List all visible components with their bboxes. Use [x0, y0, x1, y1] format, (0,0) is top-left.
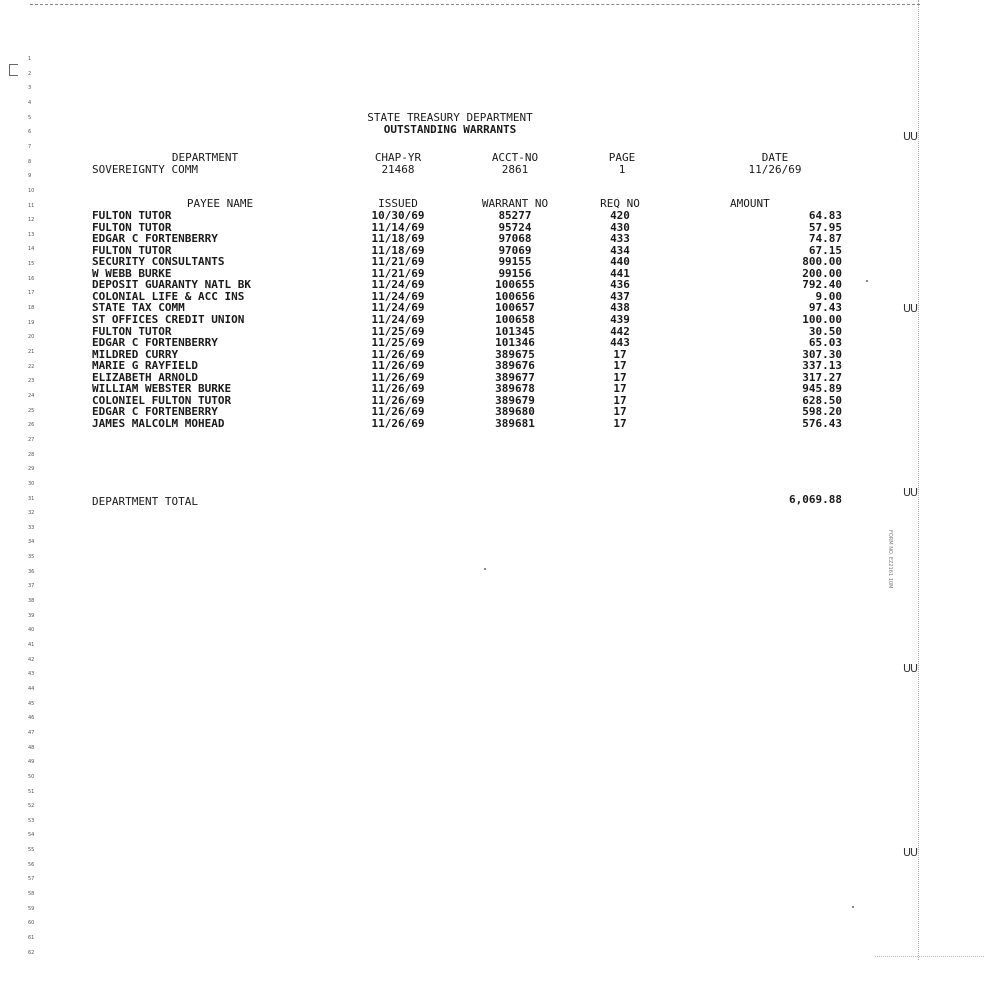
cell-payee-name: FULTON TUTOR [92, 209, 172, 222]
line-number: 29 [28, 466, 35, 473]
line-number: 59 [28, 905, 35, 912]
cell-issued-date: 11/26/69 [371, 405, 425, 419]
cell-req-no: 441 [610, 266, 630, 280]
line-number: 21 [28, 349, 35, 355]
line-number: 58 [28, 891, 35, 898]
cell-payee-name: ST OFFICES CREDIT UNION [92, 312, 245, 326]
cell-warrant-no: 97069 [498, 243, 532, 257]
cell-warrant-no: 99156 [498, 266, 532, 280]
cell-req-no: 443 [610, 336, 630, 350]
report-subtitle: OUTSTANDING WARRANTS [383, 123, 517, 136]
cell-issued-date: 11/26/69 [371, 416, 425, 430]
cell-payee-name: FULTON TUTOR [92, 243, 172, 257]
cell-req-no: 433 [610, 232, 630, 246]
cell-payee-name: JAMES MALCOLM MOHEAD [92, 416, 225, 430]
line-number: 31 [28, 495, 35, 502]
cell-issued-date: 11/18/69 [371, 232, 425, 246]
line-number: 43 [28, 671, 35, 678]
perforation-bottom [875, 956, 984, 957]
line-number: 1 [28, 56, 32, 62]
line-number: 19 [28, 319, 35, 326]
cell-amount: 67.15 [808, 243, 842, 257]
header-value-page: 1 [618, 163, 626, 176]
cell-req-no: 440 [610, 255, 630, 269]
line-number: 44 [28, 685, 35, 692]
line-number: 40 [28, 627, 35, 634]
column-header-payee: PAYEE NAME [186, 197, 254, 210]
cell-payee-name: WILLIAM WEBSTER BURKE [92, 382, 232, 396]
cell-amount: 800.00 [802, 255, 842, 269]
line-number: 35 [28, 554, 35, 561]
cell-req-no: 430 [610, 220, 630, 234]
cell-amount: 65.03 [808, 336, 842, 350]
cell-warrant-no: 389676 [495, 359, 535, 373]
line-number: 6 [28, 129, 32, 136]
line-number: 18 [28, 305, 35, 312]
cell-issued-date: 11/25/69 [371, 324, 425, 338]
line-number: 48 [28, 744, 35, 751]
column-header-issued: ISSUED [378, 197, 418, 210]
cell-payee-name: EDGAR C FORTENBERRY [92, 405, 218, 419]
cell-warrant-no: 389678 [495, 382, 535, 396]
line-number: 36 [28, 568, 35, 575]
line-number: 33 [28, 524, 35, 531]
cell-req-no: 17 [613, 382, 627, 396]
sprocket-hole-icon: UU [903, 662, 918, 675]
line-number: 26 [28, 422, 35, 429]
line-number: 52 [28, 803, 35, 810]
cell-amount: 100.00 [802, 312, 842, 326]
cell-amount: 337.13 [802, 359, 842, 373]
column-header-req-no: REQ NO [600, 197, 640, 210]
line-number: 23 [28, 378, 35, 385]
cell-req-no: 17 [613, 347, 627, 361]
cell-req-no: 438 [610, 301, 630, 315]
cell-req-no: 439 [610, 312, 630, 326]
cell-issued-date: 11/24/69 [371, 289, 425, 303]
line-number: 54 [28, 832, 35, 839]
line-number: 2 [28, 70, 32, 77]
cell-warrant-no: 389677 [495, 370, 535, 384]
cell-issued-date: 11/18/69 [371, 243, 425, 257]
line-number: 61 [28, 935, 35, 941]
line-number: 38 [28, 598, 35, 605]
cell-warrant-no: 99155 [498, 255, 532, 269]
speck [484, 568, 486, 570]
line-number: 15 [28, 261, 35, 268]
line-number: 9 [28, 173, 32, 180]
cell-req-no: 437 [610, 289, 630, 303]
line-number: 20 [28, 334, 35, 341]
department-total-label: DEPARTMENT TOTAL [92, 495, 198, 508]
cell-req-no: 17 [613, 393, 627, 407]
cell-warrant-no: 101345 [495, 324, 535, 338]
cell-amount: 598.20 [802, 405, 842, 419]
speck [866, 280, 868, 282]
cell-warrant-no: 95724 [498, 220, 532, 234]
line-number: 25 [28, 407, 35, 414]
cell-warrant-no: 101346 [495, 336, 535, 350]
margin-bracket [9, 64, 18, 76]
cell-payee-name: ELIZABETH ARNOLD [92, 370, 198, 384]
line-number: 53 [28, 817, 35, 824]
line-number: 41 [28, 642, 35, 648]
line-number: 50 [28, 773, 35, 780]
line-number: 22 [28, 363, 35, 370]
cell-payee-name: MILDRED CURRY [92, 347, 179, 361]
header-label-chap-yr: CHAP-YR [374, 151, 422, 164]
cell-amount: 97.43 [808, 301, 842, 315]
header-label-department: DEPARTMENT [171, 151, 239, 164]
header-label-acct-no: ACCT-NO [491, 151, 539, 164]
header-value-acct-no: 2861 [501, 163, 529, 176]
cell-payee-name: EDGAR C FORTENBERRY [92, 232, 218, 246]
line-number: 14 [28, 246, 35, 253]
line-number: 3 [28, 85, 32, 92]
cell-req-no: 436 [610, 278, 630, 292]
cell-payee-name: W WEBB BURKE [92, 266, 172, 280]
line-number: 45 [28, 700, 35, 707]
cell-warrant-no: 85277 [498, 209, 532, 222]
line-number: 17 [28, 290, 35, 297]
cell-req-no: 434 [610, 243, 630, 257]
cell-issued-date: 11/26/69 [371, 359, 425, 373]
cell-amount: 64.83 [808, 209, 842, 222]
line-number: 5 [28, 114, 32, 121]
sprocket-hole-icon: UU [903, 486, 918, 499]
cell-issued-date: 11/26/69 [371, 382, 425, 396]
header-value-date: 11/26/69 [748, 163, 802, 176]
cell-warrant-no: 100657 [495, 301, 535, 315]
header-value-department: SOVEREIGNTY COMM [92, 163, 198, 176]
line-number: 8 [28, 158, 32, 165]
cell-amount: 307.30 [802, 347, 842, 361]
cell-warrant-no: 97068 [498, 232, 532, 246]
sprocket-hole-icon: UU [903, 302, 918, 315]
perforation-right [918, 0, 919, 960]
cell-req-no: 420 [610, 209, 630, 222]
cell-req-no: 17 [613, 405, 627, 419]
tear-edge [30, 4, 920, 5]
cell-payee-name: FULTON TUTOR [92, 324, 172, 338]
cell-issued-date: 11/25/69 [371, 336, 425, 350]
line-number: 16 [28, 275, 35, 282]
cell-payee-name: MARIE G RAYFIELD [92, 359, 198, 373]
line-number: 10 [28, 187, 35, 194]
cell-issued-date: 11/26/69 [371, 393, 425, 407]
cell-issued-date: 11/24/69 [371, 278, 425, 292]
line-number: 34 [28, 539, 35, 546]
line-number: 27 [28, 436, 35, 443]
cell-payee-name: COLONIAL LIFE & ACC INS [92, 289, 245, 303]
form-code: FORM NO. EZ2161 10M [887, 530, 893, 589]
line-number: 49 [28, 759, 35, 766]
cell-warrant-no: 389680 [495, 405, 535, 419]
cell-warrant-no: 100655 [495, 278, 535, 292]
line-number: 4 [28, 99, 32, 106]
department-total-amount: 6,069.88 [789, 493, 842, 506]
line-number: 42 [28, 656, 35, 663]
line-number: 7 [28, 143, 32, 150]
line-number: 24 [28, 392, 35, 399]
cell-payee-name: SECURITY CONSULTANTS [92, 255, 225, 269]
line-number: 12 [28, 217, 35, 224]
line-number: 51 [28, 788, 35, 795]
cell-amount: 30.50 [808, 324, 842, 338]
cell-amount: 945.89 [802, 382, 842, 396]
cell-amount: 9.00 [815, 289, 842, 303]
cell-warrant-no: 389681 [495, 416, 535, 430]
line-number: 13 [28, 231, 35, 238]
cell-issued-date: 10/30/69 [371, 209, 425, 222]
cell-warrant-no: 100656 [495, 289, 535, 303]
header-label-date: DATE [761, 151, 789, 164]
line-number: 39 [28, 612, 35, 619]
header-label-page: PAGE [608, 151, 636, 164]
cell-warrant-no: 100658 [495, 312, 535, 326]
line-number: 37 [28, 583, 35, 590]
cell-payee-name: FULTON TUTOR [92, 220, 172, 234]
report-title: STATE TREASURY DEPARTMENT [367, 111, 533, 124]
cell-warrant-no: 389675 [495, 347, 535, 361]
cell-amount: 628.50 [802, 393, 842, 407]
cell-issued-date: 11/14/69 [371, 220, 425, 234]
line-number: 55 [28, 847, 35, 854]
cell-amount: 57.95 [808, 220, 842, 234]
line-number: 62 [28, 949, 35, 956]
cell-req-no: 17 [613, 359, 627, 373]
cell-payee-name: DEPOSIT GUARANTY NATL BK [92, 278, 251, 292]
cell-req-no: 17 [613, 370, 627, 384]
cell-issued-date: 11/21/69 [371, 255, 425, 269]
cell-req-no: 442 [610, 324, 630, 338]
header-value-chap-yr: 21468 [381, 163, 415, 176]
cell-amount: 200.00 [802, 266, 842, 280]
cell-amount: 792.40 [802, 278, 842, 292]
line-number: 56 [28, 861, 35, 868]
cell-payee-name: STATE TAX COMM [92, 301, 185, 315]
cell-issued-date: 11/21/69 [371, 266, 425, 280]
line-number: 30 [28, 480, 35, 487]
column-header-amount: AMOUNT [730, 197, 770, 210]
cell-amount: 74.87 [808, 232, 842, 246]
line-number: 32 [28, 510, 35, 517]
speck [852, 906, 854, 908]
cell-payee-name: EDGAR C FORTENBERRY [92, 336, 218, 350]
cell-issued-date: 11/24/69 [371, 312, 425, 326]
cell-req-no: 17 [613, 416, 627, 430]
line-number: 47 [28, 729, 35, 736]
cell-issued-date: 11/26/69 [371, 347, 425, 361]
line-number: 28 [28, 451, 35, 458]
line-number: 60 [28, 920, 35, 927]
cell-amount: 576.43 [802, 416, 842, 430]
column-header-warrant-no: WARRANT NO [481, 197, 549, 210]
cell-issued-date: 11/24/69 [371, 301, 425, 315]
cell-payee-name: COLONIEL FULTON TUTOR [92, 393, 232, 407]
cell-issued-date: 11/26/69 [371, 370, 425, 384]
cell-warrant-no: 389679 [495, 393, 535, 407]
line-number: 11 [28, 202, 35, 209]
cell-amount: 317.27 [802, 370, 842, 384]
line-number: 57 [28, 876, 35, 883]
sprocket-hole-icon: UU [903, 130, 918, 143]
sprocket-hole-icon: UU [903, 846, 918, 859]
line-number: 46 [28, 715, 35, 722]
